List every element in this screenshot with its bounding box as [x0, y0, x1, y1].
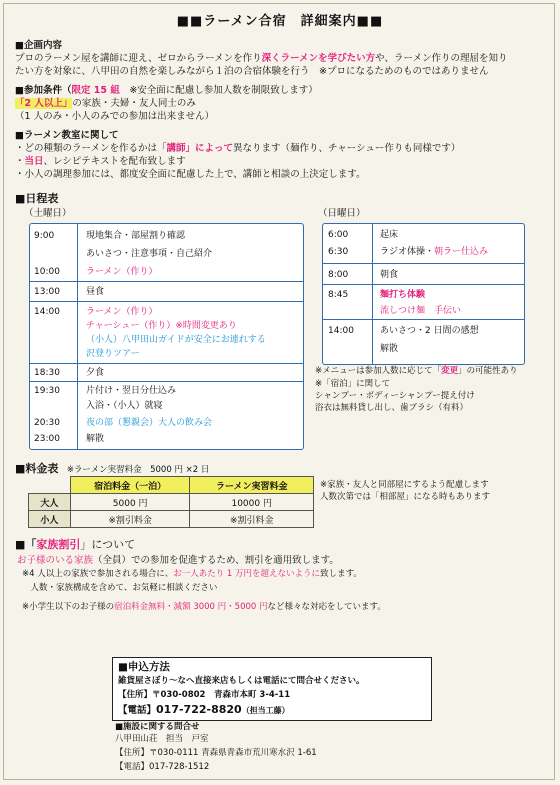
lodging-note-yukata: 浴衣は無料貸し出し、歯ブラシ（有料）: [315, 403, 469, 413]
event-cell: 夕食: [86, 368, 105, 378]
discount-note: ※4 人以上の家族で参加される場合に、: [22, 569, 174, 579]
overview-highlight: 深くラーメンを学びたい方: [261, 53, 376, 64]
discount-heading-open: ■「: [15, 538, 37, 551]
kyoshitsu-line-3: ・小人の調理参加には、都度安全面に配慮した上で、講師と相談の上決定します。: [15, 169, 366, 180]
fee-child-class: ※割引料金: [190, 511, 314, 528]
conditions-limit: 限定 15 組: [71, 85, 120, 96]
facility-phone: [115, 762, 209, 773]
discount-family: お子様のいる家族: [17, 555, 94, 566]
discount-child-note: ※小学生以下のお子様の: [22, 602, 115, 612]
event-cell: 流しつけ麺 手伝い: [380, 306, 462, 316]
event-cell: 片付け・翌日分仕込み: [86, 386, 177, 396]
discount-line-2: [22, 569, 362, 580]
time-cell: 13:00: [34, 287, 60, 297]
event-cell: あいさつ・注意事項・自己紹介: [86, 249, 213, 259]
discount-text: （全員）での参加を促進するため、割引を適用致します。: [93, 555, 339, 566]
kyoshitsu-text: ・どの種類のラーメンを作るかは「: [15, 143, 167, 154]
fee-label-adult: 大人: [29, 494, 71, 511]
event-cell: 解散: [380, 344, 399, 354]
menu-note-tail: 」の可能性あり: [458, 366, 518, 376]
row-line: [30, 301, 303, 302]
event-text: ラジオ体操・: [380, 247, 435, 257]
sunday-divider: [372, 224, 373, 364]
apply-phone-label: 【電話】: [118, 705, 157, 716]
overview-text: プロのラーメン屋を講師に迎え、ゼロからラーメンを作り: [15, 53, 262, 64]
time-cell: 6:00: [328, 230, 349, 240]
fee-corner: [29, 477, 71, 494]
fee-col-class: ラーメン実習料金: [190, 477, 314, 494]
event-cell: 昼食: [86, 287, 105, 297]
menu-note-text: ※メニューは参加人数に応じて「: [315, 366, 442, 376]
fee-adult-stay: 5000 円: [70, 494, 190, 511]
facility-phone-label: 【電話】: [115, 762, 150, 772]
fee-adult-class: 10000 円: [190, 494, 314, 511]
apply-phone: [118, 704, 290, 717]
time-cell: 18:30: [34, 368, 60, 378]
conditions-who: の家族・夫婦・友人同士のみ: [72, 98, 196, 109]
discount-cap: お一人あたり 1 万円を超えないように: [173, 569, 321, 579]
schedule-heading: ■日程表: [15, 192, 59, 205]
fee-label-child: 小人: [29, 511, 71, 528]
fee-side-note-1: ※家族・友人と同部屋にするよう配慮します: [320, 480, 489, 490]
time-cell: 6:30: [328, 247, 349, 257]
apply-box: [112, 657, 432, 721]
kyoshitsu-heading: ■ラーメン教室に関して: [15, 130, 119, 141]
apply-phone-number: 017-722-8820: [156, 703, 242, 716]
kyoshitsu-teacher: 講師」によって: [166, 143, 234, 154]
overview-line-1: [15, 52, 508, 65]
kyoshitsu-text-tail: 異なります（麺作り、チャーシュー作りも同様です）: [233, 143, 461, 154]
row-line: [323, 319, 524, 320]
sunday-schedule-table: [322, 223, 525, 365]
conditions-line-1: [15, 97, 196, 110]
facility-address-label: 【住所】: [115, 748, 150, 758]
overview-text-tail: や、ラーメン作りの理屈を知り: [375, 53, 508, 64]
event-cell: 入浴・（小人）就寝: [86, 401, 163, 411]
time-cell: 20:30: [34, 418, 60, 428]
event-cell: ラーメン（作り）: [86, 267, 158, 277]
discount-heading: [15, 538, 135, 552]
time-cell: 8:00: [328, 270, 349, 280]
fees-heading: ■料金表: [15, 462, 59, 475]
event-cell: あいさつ・2 日間の感想: [380, 326, 479, 336]
fees-heading-row: [15, 457, 209, 476]
overview-heading: ■企画内容: [15, 40, 62, 51]
row-line: [30, 281, 303, 282]
time-cell: 19:30: [34, 386, 60, 396]
kyoshitsu-bullet: ・: [15, 156, 25, 167]
event-highlight: 朝ラー仕込み: [434, 247, 489, 257]
kyoshitsu-line-1: [15, 142, 460, 155]
event-cell: 起床: [380, 230, 399, 240]
row-line: [323, 263, 524, 264]
event-cell: 夜の部（懇親会）大人の飲み会: [86, 418, 213, 428]
kyoshitsu-day: 当日: [24, 156, 44, 167]
time-cell: 9:00: [34, 231, 55, 241]
conditions-heading-text: ■参加条件（: [15, 85, 72, 96]
apply-phone-contact: （担当工藤）: [241, 706, 290, 715]
facility-address: [115, 748, 317, 759]
time-cell: 23:00: [34, 434, 60, 444]
fee-child-stay: ※割引料金: [70, 511, 190, 528]
event-cell: （小人）八甲田山ガイドが安全にお連れする: [86, 335, 266, 345]
saturday-schedule-table: [29, 223, 304, 450]
facility-heading: ■施設に関する問合せ: [115, 722, 200, 732]
menu-note-change: 変更: [441, 366, 459, 376]
discount-line-4: [22, 602, 386, 613]
time-cell: 8:45: [328, 290, 349, 300]
kyoshitsu-line-2: [15, 155, 186, 168]
apply-address-value: 〒030-0802 青森市本町 3-4-11: [152, 690, 291, 700]
fee-header-row: [29, 477, 314, 494]
fee-side-note-2: 人数次第では「相部屋」になる時もあります: [320, 492, 491, 502]
time-cell: 14:00: [328, 326, 354, 336]
apply-heading: ■申込方法: [118, 661, 170, 673]
kyoshitsu-recipe: 、レシピテキストを配布致します: [43, 156, 186, 167]
row-line: [30, 381, 303, 382]
event-cell: ラーメン（作り）: [86, 307, 158, 317]
conditions-line-2: （1 人のみ・小人のみでの参加は出来ません）: [15, 111, 215, 122]
fee-row-child: [29, 511, 314, 528]
discount-heading-close: 」について: [80, 538, 136, 551]
row-line: [30, 363, 303, 364]
event-cell: 沢登りツアー: [86, 349, 140, 359]
fee-table: [28, 476, 314, 528]
discount-child-tail: など様々な対応をしています。: [267, 602, 386, 612]
time-cell: 14:00: [34, 307, 60, 317]
saturday-label: （土曜日）: [24, 208, 72, 219]
discount-note-tail: 致します。: [320, 569, 362, 579]
saturday-divider: [77, 224, 78, 449]
facility-address-value: 〒030-0111 青森県青森市荒川寒水沢 1-61: [149, 748, 317, 758]
discount-line-3: 人数・家族構成を含めて、お気軽に相談ください: [22, 583, 218, 593]
event-cell: 麺打ち体験: [380, 290, 426, 300]
conditions-heading: [15, 84, 318, 97]
sunday-label: （日曜日）: [318, 208, 366, 219]
facility-name: 八甲田山荘 担当 戸室: [115, 734, 209, 744]
row-line: [323, 284, 524, 285]
discount-line-1: [17, 554, 339, 567]
apply-address-label: 【住所】: [118, 690, 153, 700]
apply-address: [118, 690, 290, 701]
lodging-note-shampoo: シャンプー・ボディーシャンプー提え付け: [315, 391, 475, 401]
fees-subnote: ※ラーメン実習料金 5000 円 ×2 日: [58, 465, 210, 475]
event-cell: [380, 246, 488, 258]
conditions-note: ※安全面に配慮し参加人数を制限致します）: [119, 85, 318, 96]
discount-heading-title: 家族割引: [36, 538, 81, 551]
overview-line-2: たい方を対象に、八甲田の自然を楽しみながら１泊の合宿体験を行う ※プロになるためのものではありません: [15, 66, 489, 77]
discount-child-rates: 宿泊料金無料・減額 3000 円・5000 円: [114, 602, 268, 612]
lodging-note: ※「宿泊」に関して: [315, 379, 391, 389]
event-cell: 解散: [86, 434, 105, 444]
facility-phone-number: 017-728-1512: [149, 762, 210, 772]
fee-row-adult: [29, 494, 314, 511]
event-cell: 朝食: [380, 270, 399, 280]
event-cell: 現地集合・部屋割り確認: [86, 231, 186, 241]
conditions-min-people: 「2 人以上」: [15, 98, 73, 109]
time-cell: 10:00: [34, 267, 60, 277]
page-title: ■■ラーメン合宿 詳細案内■■: [176, 14, 384, 29]
fee-col-stay: 宿泊料金（一泊）: [70, 477, 190, 494]
menu-note: [315, 366, 518, 377]
event-cell: チャーシュー（作り）※時間変更あり: [86, 321, 237, 331]
apply-method: 雑貨屋さぼり～なへ直接来店もしくは電話にて問合せください。: [118, 676, 365, 686]
